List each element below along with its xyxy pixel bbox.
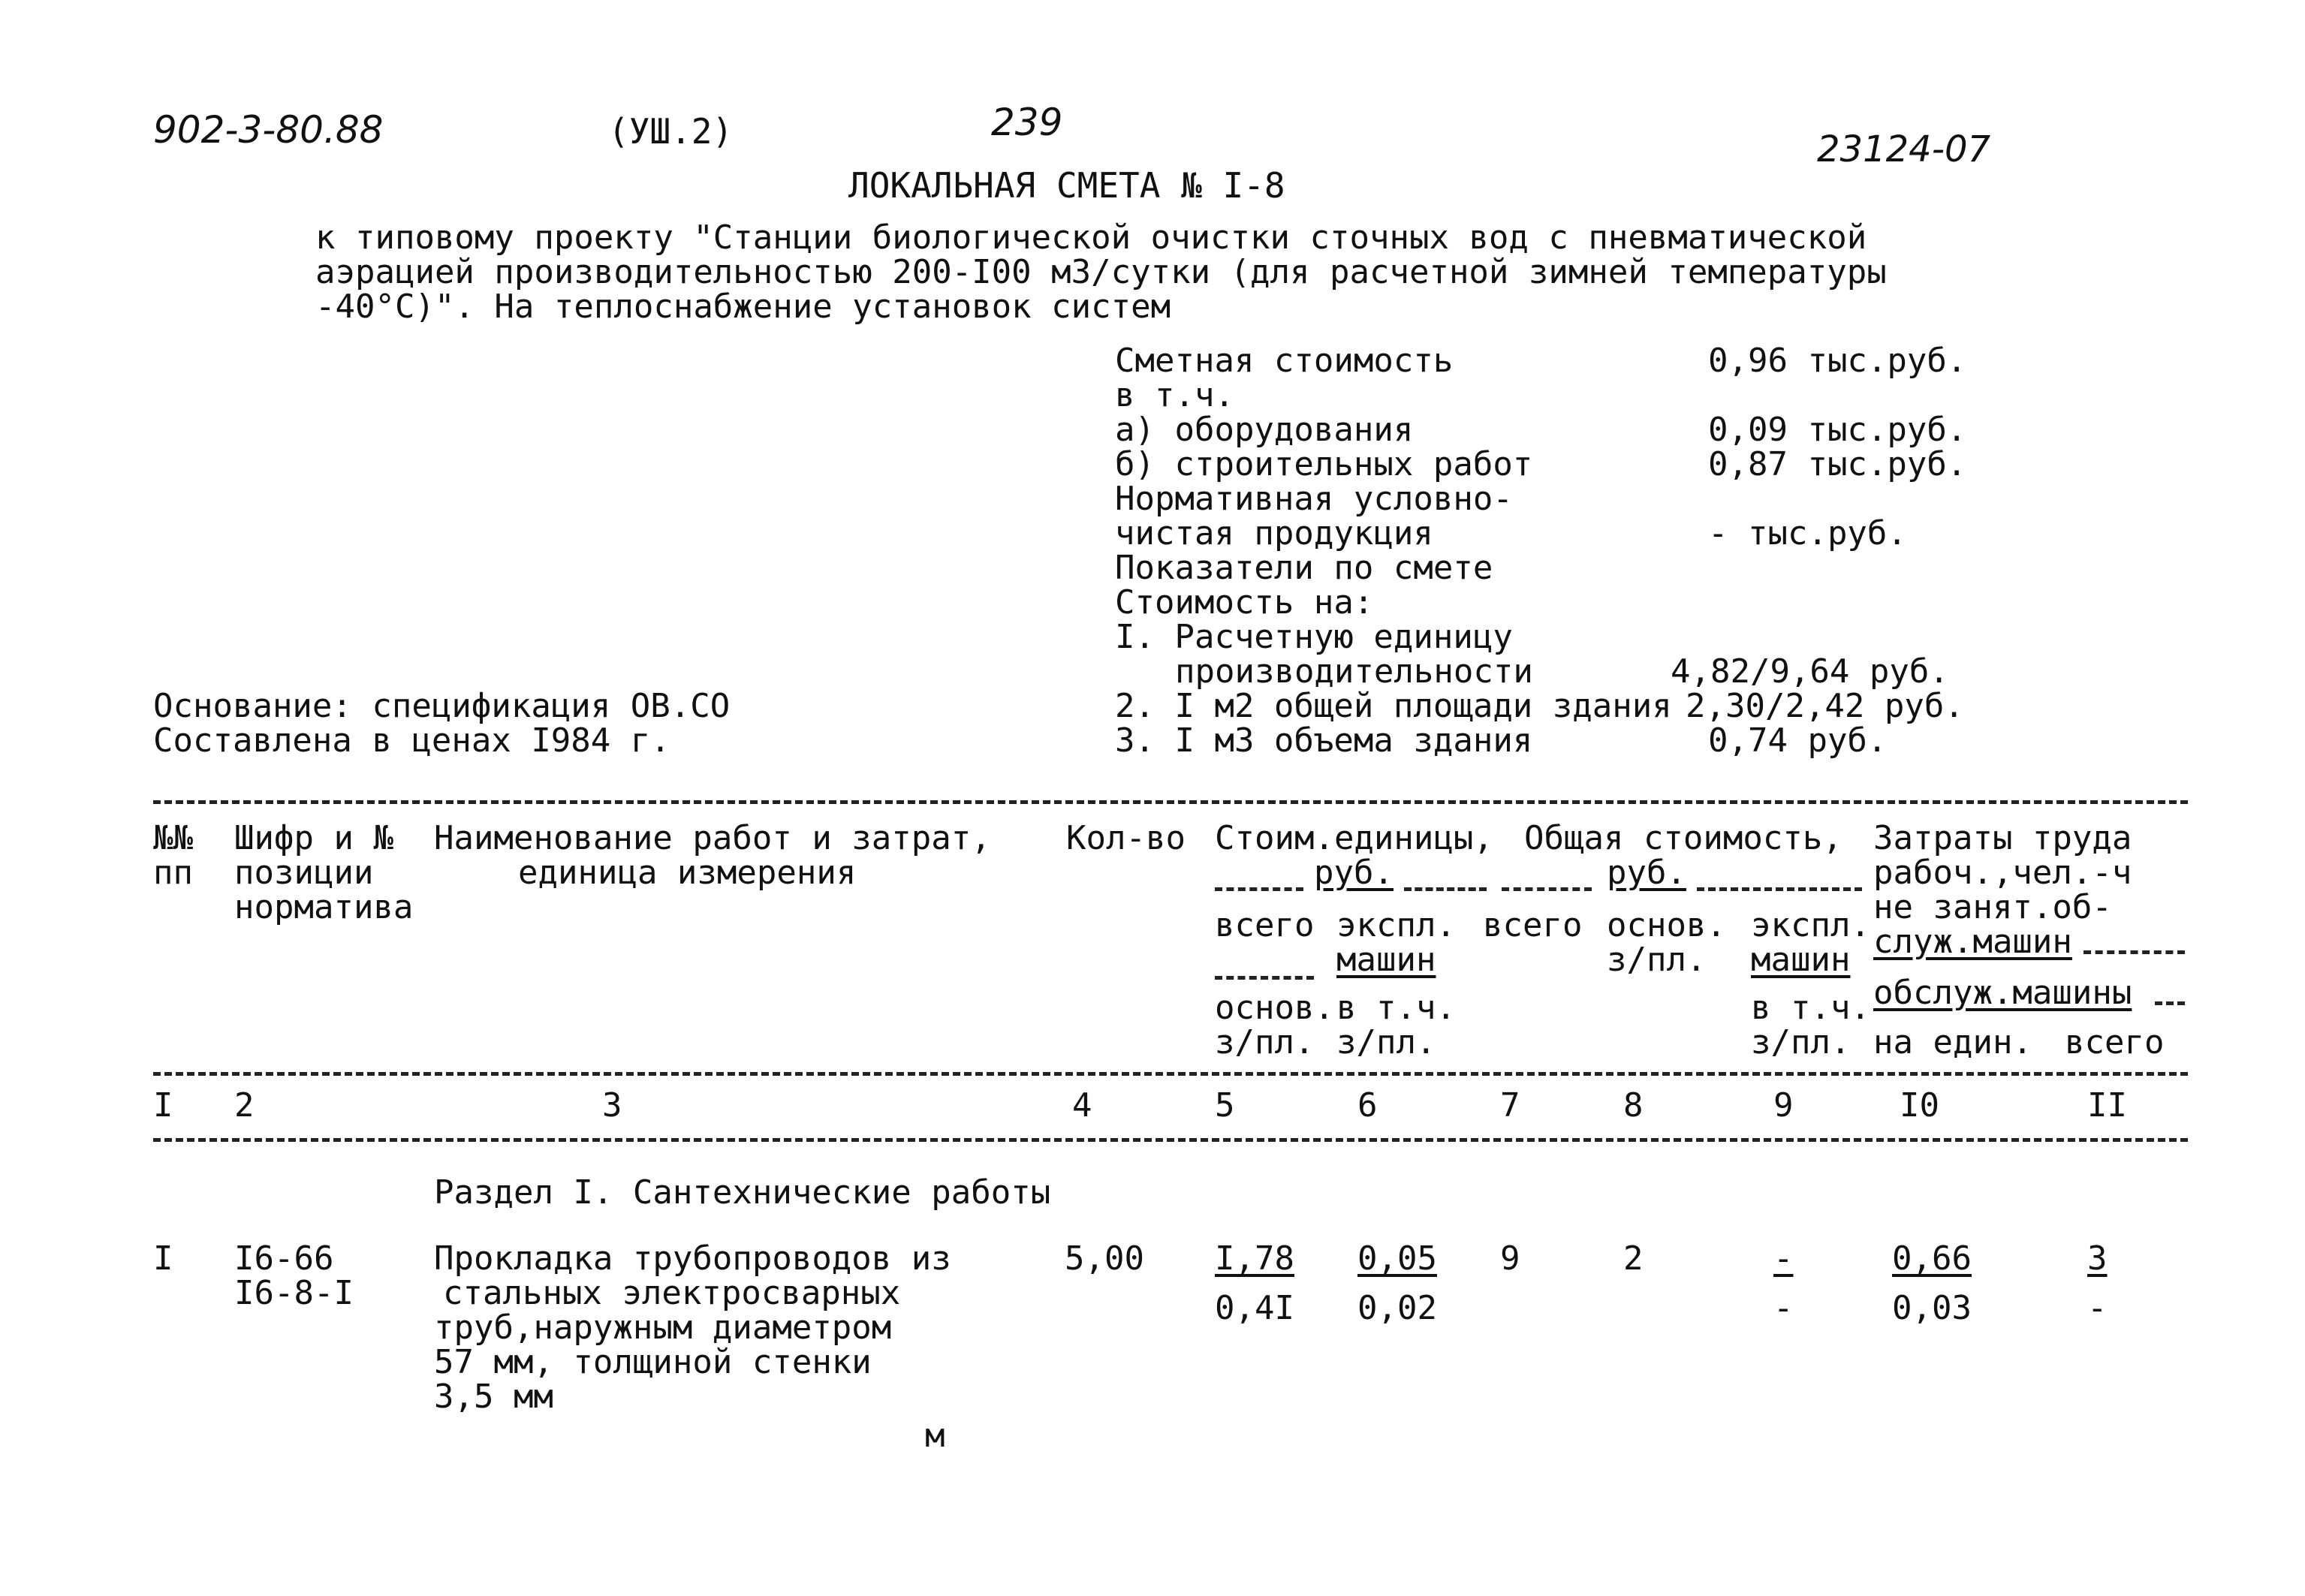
- row-labor-unit: 0,66: [1892, 1239, 1972, 1278]
- volume-number: (УШ.2): [608, 111, 734, 152]
- header-labor: Затраты труда: [1873, 819, 2132, 857]
- header-total-machine: экспл.: [1751, 906, 1870, 944]
- row-labor-total-machine: -: [2087, 1289, 2108, 1327]
- indicator-3-label: 3. I м3 объема здания: [1115, 721, 1533, 760]
- header-rule: [1502, 887, 1592, 891]
- row-unit-machine: 0,05: [1357, 1239, 1437, 1278]
- row-name-line: труб,наружным диаметром: [434, 1308, 892, 1347]
- header-unit-total: всего: [1215, 906, 1315, 944]
- header-number: пп: [153, 854, 193, 892]
- header-total: всего: [1483, 906, 1583, 944]
- row-labor-total: 3: [2087, 1239, 2108, 1278]
- row-total-wage: 2: [1623, 1239, 1644, 1278]
- header-labor-unit: на един.: [1873, 1023, 2032, 1061]
- row-number: I: [153, 1239, 173, 1278]
- header-unit-machine-wage: з/пл.: [1336, 1023, 1436, 1061]
- header-unit-cost: руб.: [1314, 854, 1394, 892]
- header-unit-machine: машин: [1336, 941, 1436, 979]
- row-name-line: 57 мм, толщиной стенки: [434, 1343, 872, 1381]
- row-labor-unit-machine: 0,03: [1892, 1289, 1972, 1327]
- header-total-machine: машин: [1751, 941, 1851, 979]
- row-name-line: Прокладка трубопроводов из: [434, 1239, 951, 1278]
- description-line: -40°С)". На теплоснабжение установок систем: [315, 288, 1171, 326]
- column-number: 8: [1623, 1086, 1644, 1125]
- row-unit-total: I,78: [1215, 1239, 1294, 1278]
- header-unit-wage: з/пл.: [1215, 1023, 1315, 1061]
- column-number: I: [153, 1086, 173, 1125]
- header-code: позиции: [234, 854, 374, 892]
- stamp-code: 23124-07: [1817, 128, 1991, 170]
- row-unit-wage: 0,4I: [1215, 1289, 1294, 1327]
- description-line: к типовому проекту "Станции биологической очистки сточных вод с пневматической: [315, 218, 1867, 257]
- description-line: аэрацией производительностью 200-I00 м3/сутки (для расчетной зимней температуры: [315, 253, 1887, 291]
- including-label: в т.ч.: [1115, 376, 1234, 414]
- column-number: 2: [234, 1086, 255, 1125]
- column-number: 3: [602, 1086, 622, 1125]
- column-number: 6: [1357, 1086, 1378, 1125]
- basis-text: Основание: спецификация ОВ.СО: [153, 687, 731, 725]
- header-total-machine-wage: в т.ч.: [1751, 989, 1870, 1027]
- header-labor: обслуж.машины: [1873, 974, 2132, 1012]
- header-rule: [1215, 887, 1303, 891]
- normative-value: - тыс.руб.: [1708, 514, 1907, 553]
- header-labor: не занят.об-: [1873, 888, 2112, 926]
- header-rule: [2084, 950, 2185, 954]
- page-title: ЛОКАЛЬНАЯ СМЕТА № I-8: [848, 165, 1285, 206]
- row-total: 9: [1500, 1239, 1520, 1278]
- column-number: 4: [1072, 1086, 1092, 1125]
- header-total-cost: руб.: [1607, 854, 1686, 892]
- construction-value: 0,87 тыс.руб.: [1708, 445, 1967, 483]
- normative-label: Нормативная условно-: [1115, 480, 1513, 518]
- header-labor: служ.машин: [1873, 923, 2072, 961]
- header-rule: [1404, 887, 1487, 891]
- construction-label: б) строительных работ: [1115, 445, 1533, 483]
- estimated-cost-label: Сметная стоимость: [1115, 342, 1454, 380]
- column-number: I0: [1900, 1086, 1939, 1125]
- header-unit-wage: основ.: [1215, 989, 1334, 1027]
- header-unit-machine-wage: в т.ч.: [1336, 989, 1456, 1027]
- row-unit: м: [925, 1417, 945, 1455]
- equipment-value: 0,09 тыс.руб.: [1708, 411, 1967, 449]
- section-title: Раздел I. Сантехнические работы: [434, 1173, 1051, 1212]
- table-numbers-rule: [153, 1138, 2188, 1142]
- normative-label: чистая продукция: [1115, 514, 1433, 553]
- row-name-line: стальных электросварных: [443, 1274, 901, 1312]
- header-rule: [1215, 976, 1314, 980]
- row-total-machine-wage: -: [1773, 1289, 1794, 1327]
- header-total-machine-wage: з/пл.: [1751, 1023, 1851, 1061]
- row-quantity: 5,00: [1065, 1239, 1144, 1278]
- header-code: норматива: [234, 888, 414, 926]
- indicator-3-value: 0,74 руб.: [1708, 721, 1888, 760]
- row-code: I6-8-I: [234, 1274, 354, 1312]
- document-code: 902-3-80.88: [153, 108, 384, 152]
- indicator-1-label: производительности: [1175, 652, 1533, 691]
- estimated-cost-value: 0,96 тыс.руб.: [1708, 342, 1967, 380]
- header-number: №№: [153, 819, 193, 857]
- table-header-rule: [153, 1072, 2188, 1076]
- column-number: 7: [1500, 1086, 1520, 1125]
- header-total-cost: Общая стоимость,: [1524, 819, 1842, 857]
- cost-on-label: Стоимость на:: [1115, 583, 1374, 622]
- table-top-rule: [153, 800, 2188, 804]
- header-total-wage: основ.: [1607, 906, 1726, 944]
- header-name: Наименование работ и затрат,: [434, 819, 991, 857]
- header-unit-cost: Стоим.единицы,: [1215, 819, 1493, 857]
- row-total-machine: -: [1773, 1239, 1794, 1278]
- page-number: 239: [991, 101, 1063, 144]
- column-number: II: [2087, 1086, 2127, 1125]
- header-rule: [1697, 887, 1862, 891]
- column-number: 9: [1773, 1086, 1794, 1125]
- header-rule: [2155, 1001, 2185, 1005]
- column-number: 5: [1215, 1086, 1235, 1125]
- row-unit-machine-wage: 0,02: [1357, 1289, 1437, 1327]
- header-quantity: Кол-во: [1066, 819, 1186, 857]
- indicator-2-label: 2. I м2 общей площади здания: [1115, 687, 1672, 725]
- header-labor: рабоч.,чел.-ч: [1873, 854, 2132, 892]
- header-code: Шифр и №: [234, 819, 393, 857]
- row-name-line: 3,5 мм: [434, 1378, 553, 1416]
- header-total-wage: з/пл.: [1607, 941, 1707, 979]
- indicators-label: Показатели по смете: [1115, 549, 1493, 587]
- header-labor-total: всего: [2065, 1023, 2165, 1061]
- header-unit-machine: экспл.: [1336, 906, 1456, 944]
- indicator-2-value: 2,30/2,42 руб.: [1686, 687, 1964, 725]
- header-name: единица измерения: [518, 854, 857, 892]
- row-code: I6-66: [234, 1239, 334, 1278]
- indicator-1-value: 4,82/9,64 руб.: [1671, 652, 1949, 691]
- compiled-text: Составлена в ценах I984 г.: [153, 721, 670, 760]
- indicator-1-label: I. Расчетную единицу: [1115, 618, 1513, 656]
- equipment-label: а) оборудования: [1115, 411, 1414, 449]
